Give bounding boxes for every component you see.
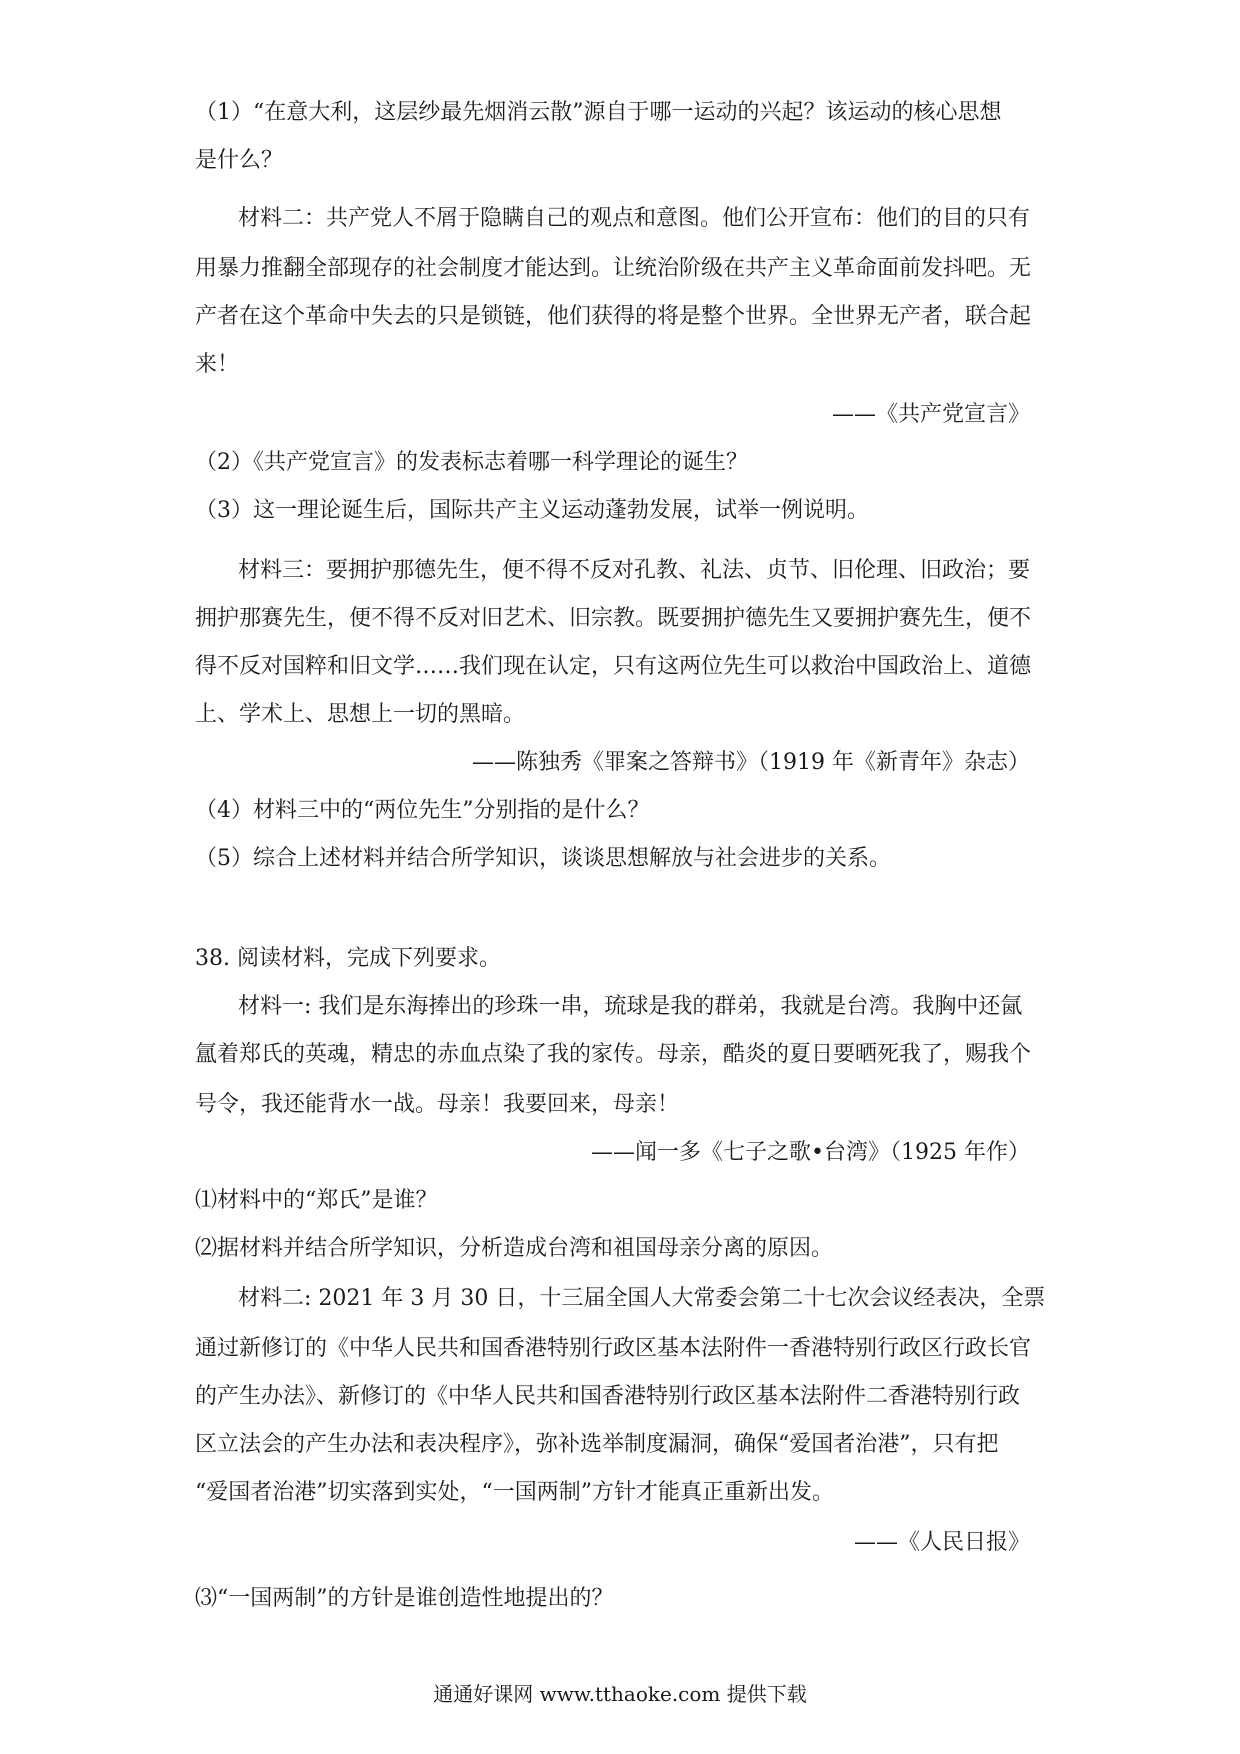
q38-question-2: ⑵据材料并结合所学知识，分析造成台湾和祖国母亲分离的原因。 xyxy=(195,1236,834,1261)
q38-question-3: ⑶“一国两制”的方针是谁创造性地提出的？ xyxy=(195,1586,614,1611)
material-2-line-2: 用暴力推翻全部现存的社会制度才能达到。让统治阶级在共产主义革命面前发抖吧。无 xyxy=(195,256,1032,281)
question-3: （3）这一理论诞生后，国际共产主义运动蓬勃发展，试举一例说明。 xyxy=(195,498,869,523)
question-1-line-1: （1）“在意大利，这层纱最先烟消云散”源自于哪一运动的兴起？该运动的核心思想 xyxy=(195,100,1002,125)
material-2-line-1: 材料二：共产党人不屑于隐瞒自己的观点和意图。他们公开宣布：他们的目的只有 xyxy=(238,206,1031,231)
q38-material-2-source: ——《人民日报》 xyxy=(853,1530,1030,1555)
q38-material-2-line-5: “爱国者治港”切实落到实处，“一国两制”方针才能真正重新出发。 xyxy=(195,1480,834,1505)
question-5: （5）综合上述材料并结合所学知识，谈谈思想解放与社会进步的关系。 xyxy=(195,846,891,871)
q38-question-1: ⑴材料中的“郑氏”是谁？ xyxy=(195,1188,438,1213)
material-3-source: ——陈独秀《罪案之答辩书》（1919 年《新青年》杂志） xyxy=(472,750,1030,775)
q38-material-2-line-1: 材料二: 2021 年 3 月 30 日，十三届全国人大常委会第二十七次会议经表决，全票 xyxy=(238,1286,1046,1311)
material-2-line-3: 产者在这个革命中失去的只是锁链，他们获得的将是整个世界。全世界无产者，联合起 xyxy=(195,304,1032,329)
question-4: （4）材料三中的“两位先生”分别指的是什么？ xyxy=(195,798,650,823)
material-3-line-1: 材料三：要拥护那德先生，便不得不反对孔教、礼法、贞节、旧伦理、旧政治；要 xyxy=(238,558,1031,583)
q38-material-2-line-4: 区立法会的产生办法和表决程序》，弥补选举制度漏洞，确保“爱国者治港”，只有把 xyxy=(195,1432,999,1457)
material-3-line-2: 拥护那赛先生，便不得不反对旧艺术、旧宗教。既要拥护德先生又要拥护赛先生，便不 xyxy=(195,606,1032,631)
material-2-line-4: 来！ xyxy=(195,352,240,377)
q38-material-1-line-2: 氲着郑氏的英魂，精忠的赤血点染了我的家传。母亲，酷炎的夏日要晒死我了，赐我个 xyxy=(195,1042,1032,1067)
material-2-source: ——《共产党宣言》 xyxy=(831,402,1030,427)
question-1-line-2: 是什么？ xyxy=(195,148,284,173)
material-3-line-4: 上、学术上、思想上一切的黑暗。 xyxy=(195,702,526,727)
q38-material-2-line-2: 通过新修订的《中华人民共和国香港特别行政区基本法附件一香港特别行政区行政长官 xyxy=(195,1336,1032,1361)
q38-material-2-line-3: 的产生办法》、新修订的《中华人民共和国香港特别行政区基本法附件二香港特别行政 xyxy=(195,1384,1021,1409)
question-38-heading: 38. 阅读材料，完成下列要求。 xyxy=(195,946,501,971)
question-2: （2）《共产党宣言》的发表标志着哪一科学理论的诞生？ xyxy=(195,450,748,475)
q38-material-1-line-3: 号令，我还能背水一战。母亲！我要回来，母亲！ xyxy=(195,1092,680,1117)
material-3-line-3: 得不反对国粹和旧文学……我们现在认定，只有这两位先生可以救治中国政治上、道德 xyxy=(195,654,1032,679)
q38-material-1-line-1: 材料一: 我们是东海捧出的珍珠一串，琉球是我的群弟，我就是台湾。我胸中还氤 xyxy=(238,994,1023,1019)
page-footer: 通通好课网 www.tthaoke.com 提供下载 xyxy=(433,1682,807,1706)
q38-material-1-source: ——闻一多《七子之歌•台湾》（1925 年作） xyxy=(591,1140,1030,1165)
